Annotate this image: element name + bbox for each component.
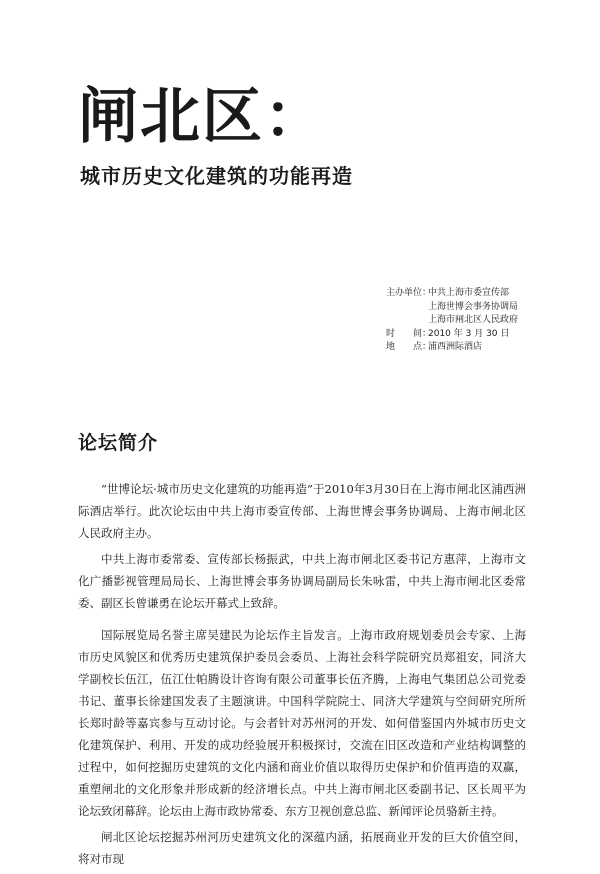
intro-paragraph-1: “世博论坛·城市历史文化建筑的功能再造”于2010年3月30日在上海市闸北区浦西洲际酒店举行。此次论坛由中共上海市委宣传部、上海世博会事务协调局、上海市闸北区人民政府主办。 xyxy=(78,482,526,540)
intro-paragraph-4: 闸北区论坛挖掘苏州河历史建筑文化的深蕴内涵，拓展商业开发的巨大价值空间，将对市现 xyxy=(78,830,526,866)
intro-paragraph-2: 中共上海市委常委、宣传部长杨振武，中共上海市闸北区委书记方惠萍，上海市文化广播影视管理局局长、上海世博会事务协调局副局长朱咏雷，中共上海市闸北区委常委、副区长曾谦勇在论坛开幕式上致辞。 xyxy=(78,552,526,610)
location-value: 浦西洲际酒店 xyxy=(428,342,483,352)
organizer-1: 中共上海市委宣传部 xyxy=(428,288,510,298)
time-value: 2010 年 3 月 30 日 xyxy=(428,328,510,339)
event-info xyxy=(386,287,518,355)
location-label: 地 点： xyxy=(386,342,432,352)
section-heading: 论坛简介 xyxy=(78,432,159,454)
organizer-label: 主办单位： xyxy=(386,288,432,298)
organizer-3: 上海市闸北区人民政府 xyxy=(428,315,519,325)
forum-introduction xyxy=(78,478,526,874)
page-subtitle: 城市历史文化建筑的功能再造 xyxy=(80,164,353,188)
page-title: 闸北区： xyxy=(78,82,326,152)
time-label: 时 间： xyxy=(386,328,432,339)
intro-paragraph-3: 国际展览局名誉主席吴建民为论坛作主旨发言。上海市政府规划委员会专家、上海市历史风貌区和优秀历史建筑保护委员会委员、上海社会科学院研究员郑祖安，同济大学副校长伍江，伍江仕帕腾设计咨询有限公司董事长伍齐腾，上海电气集团总公司党委书记、董事长徐建国发表了主题演讲。中国科学院院士、同济大学建筑与空间研究所所长郑时龄等嘉宾参与互动讨论。与会者针对苏州河的开发、如何借鉴国内外城市历史文化建筑保护、利用、开发的成功经验展开积极探讨，交流在旧区改造和产业结构调整的过程中，如何挖掘历史建筑的文化内涵和商业价值以取得历史保护和价值再造的双赢，重塑闸北的文化形象并形成新的经济增长点。中共上海市闸北区委副书记、区长周平为论坛致闭幕辞。论坛由上海市政协常委、东方卫视创意总监、新闻评论员骆新主持。 xyxy=(78,628,526,818)
organizer-2: 上海世博会事务协调局 xyxy=(428,301,519,312)
